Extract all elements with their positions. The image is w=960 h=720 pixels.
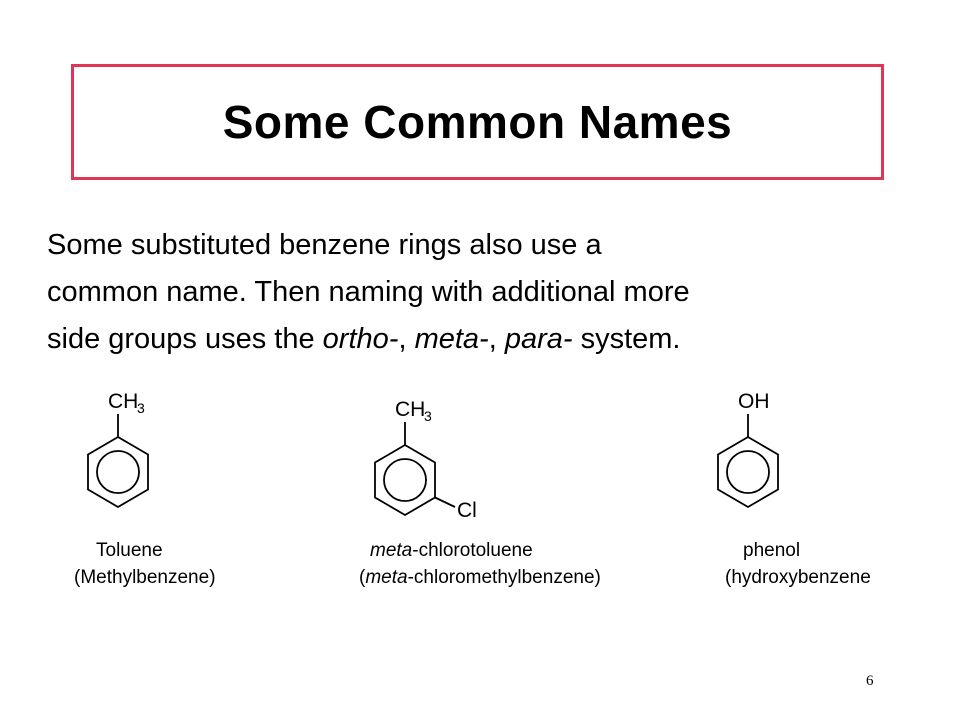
- mct-alt-open: (: [359, 567, 366, 588]
- body-paragraph: [47, 222, 927, 363]
- phenol-aromatic-circle: [727, 451, 769, 493]
- mct-alt-rest: -chloromethylbenzene): [407, 567, 601, 588]
- toluene-name-text: Toluene: [96, 540, 163, 561]
- meta-term: meta-: [414, 323, 489, 355]
- para-term: para-: [504, 323, 573, 355]
- mct-aromatic-circle: [384, 459, 426, 501]
- slide-title: Some Common Names: [222, 96, 733, 148]
- slide-number: 6: [866, 673, 874, 689]
- meta-chlorotoluene-name: [370, 540, 533, 562]
- toluene-ch-label: CH: [108, 390, 139, 413]
- paragraph-line-3: [47, 316, 927, 363]
- mct-bond-cl: [435, 498, 455, 508]
- line3-suffix: system.: [572, 323, 681, 355]
- toluene-name: [96, 540, 163, 562]
- toluene-structure: [70, 380, 210, 520]
- phenol-oh-label: OH: [738, 390, 770, 413]
- toluene-subscript: 3: [137, 400, 145, 416]
- phenol-alt-name-text: (hydroxybenzene: [725, 567, 871, 588]
- mct-subscript: 3: [424, 408, 432, 424]
- toluene-aromatic-circle: [97, 451, 139, 493]
- title-box: [71, 64, 884, 180]
- paragraph-line-1: Some substituted benzene rings also use a: [47, 229, 602, 261]
- phenol-alt-name: [725, 567, 871, 589]
- line3-sep-1: ,: [398, 323, 415, 355]
- ortho-term: ortho-: [322, 323, 399, 355]
- meta-chlorotoluene-alt-name: [359, 567, 601, 589]
- line3-sep-2: ,: [488, 323, 505, 355]
- toluene-alt-name-text: (Methylbenzene): [74, 567, 216, 588]
- mct-ch-label: CH: [395, 398, 426, 421]
- phenol-name-text: phenol: [743, 540, 801, 561]
- mct-cl-label: Cl: [457, 499, 477, 522]
- phenol-name: [743, 540, 800, 562]
- mct-name-italic: meta: [370, 540, 413, 561]
- mct-name-rest: -chlorotoluene: [412, 540, 533, 561]
- meta-chlorotoluene-structure: [355, 385, 515, 525]
- paragraph-line-2: common name. Then naming with additional more: [47, 276, 690, 308]
- phenol-structure: [700, 380, 840, 520]
- line3-prefix: side groups uses the: [47, 323, 323, 355]
- mct-alt-italic: meta: [365, 567, 408, 588]
- toluene-alt-name: [74, 567, 216, 589]
